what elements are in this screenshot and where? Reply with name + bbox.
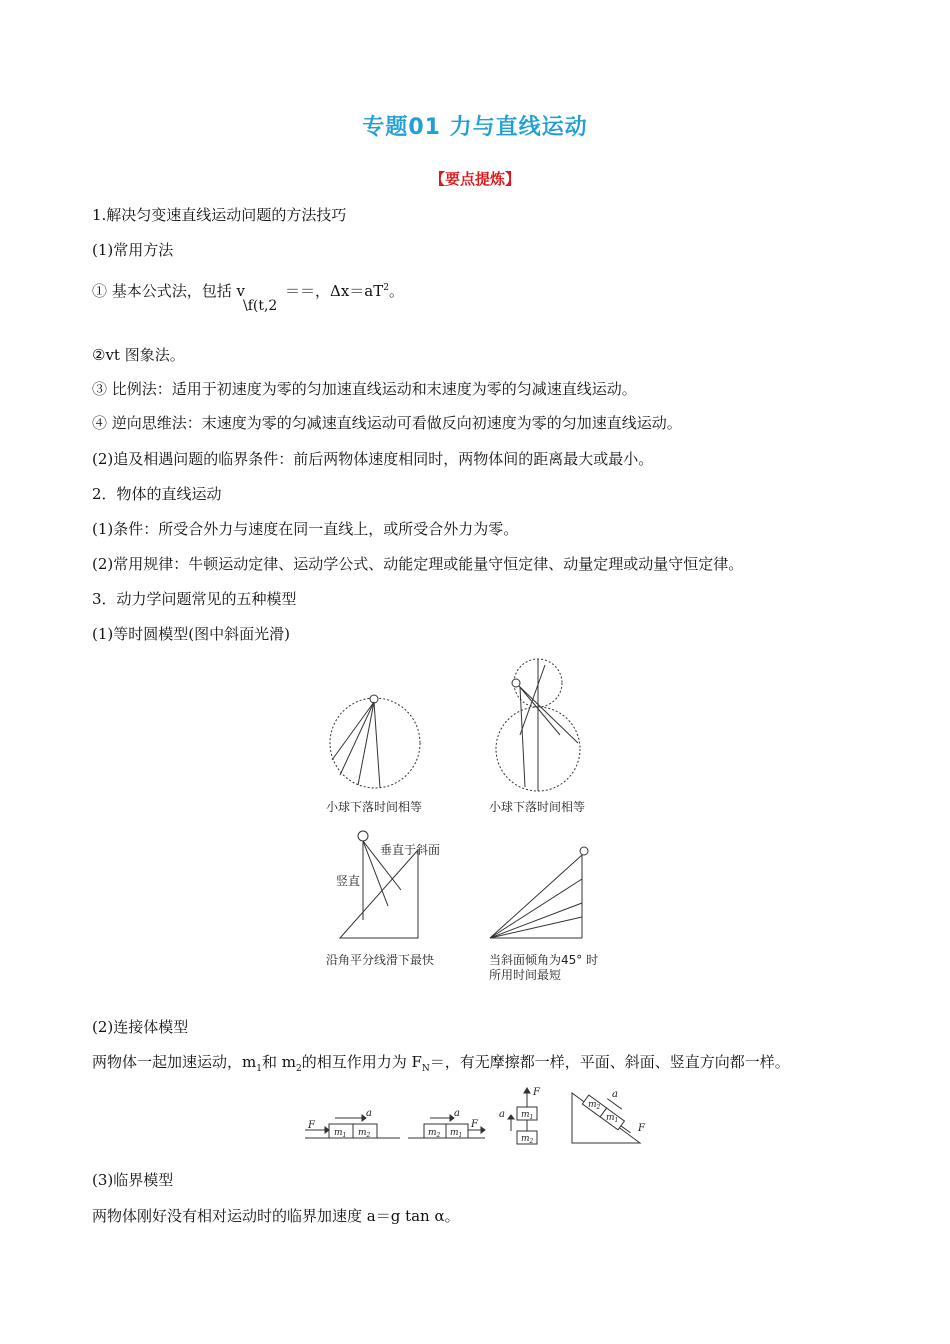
paragraph-16: 两物体刚好没有相对运动时的临界加速度 a＝g tan α。	[92, 1207, 460, 1225]
ball-icon-4	[580, 847, 588, 855]
force-label-F-3: F	[533, 1087, 540, 1098]
paragraph-10: (2)常用规律：牛顿运动定律、运动学公式、动能定理或能量守恒定律、动量定理或动量守恒定律。	[92, 555, 744, 573]
paragraph-12: (1)等时圆模型(图中斜面光滑)	[92, 625, 290, 643]
label-perpendicular: 垂直于斜面	[380, 843, 441, 857]
mass-label-m1-d: m	[606, 1113, 615, 1123]
section-heading: 【要点提炼】	[429, 170, 520, 188]
caption-top-right: 小球下落时间相等	[489, 800, 586, 814]
formula-text-a: ① 基本公式法，包括 v	[92, 282, 246, 300]
mass-sub-1c: 1	[529, 1114, 534, 1121]
sub-14-1: 1	[256, 1064, 262, 1074]
paragraph-7: (2)追及相遇问题的临界条件：前后两物体速度相同时，两物体间的距离最大或最小。	[92, 450, 654, 468]
mass-label-m2-d: m	[588, 1100, 597, 1110]
paragraph-8: 2．物体的直线运动	[92, 485, 222, 503]
force-label-F-2: F	[471, 1119, 478, 1130]
accel-label-a-4: a	[612, 1089, 618, 1100]
paragraph-4: ②vt 图象法。	[92, 346, 185, 364]
equal-time-circle-figure	[320, 655, 620, 985]
formula-text-c: 。	[389, 282, 405, 300]
paragraph-2: (1)常用方法	[92, 241, 174, 259]
paragraph-11: 3．动力学问题常见的五种模型	[92, 590, 297, 608]
mass-sub-1d: 1	[614, 1117, 619, 1124]
formula-text-b: ＝＝，Δx＝aT	[285, 282, 384, 300]
label-vertical: 竖直	[336, 874, 361, 888]
formula-sup: 2	[383, 283, 389, 293]
paragraph-1: 1.解决匀变速直线运动问题的方法技巧	[92, 206, 347, 224]
sub-14-2: 2	[295, 1064, 302, 1074]
paragraph-14	[92, 1052, 790, 1079]
text-14c: 的相互作用力为 F	[301, 1053, 422, 1071]
mass-label-m1-b: m	[450, 1128, 459, 1138]
force-label-F-1: F	[308, 1120, 315, 1131]
text-14a: 两物体一起加速运动，m	[92, 1053, 257, 1071]
mass-sub-1b: 1	[458, 1132, 463, 1139]
mass-label-m2-c: m	[521, 1134, 530, 1144]
paragraph-15: (3)临界模型	[92, 1171, 174, 1189]
paragraph-5: ③ 比例法：适用于初速度为零的匀加速直线运动和末速度为零的匀减速直线运动。	[92, 380, 637, 398]
mass-sub-1a: 1	[342, 1132, 347, 1139]
caption-top-left: 小球下落时间相等	[326, 800, 423, 814]
mass-sub-2c: 2	[529, 1138, 534, 1145]
connected-body-figure	[300, 1085, 660, 1147]
accel-label-a-2: a	[454, 1108, 460, 1119]
mass-label-m1-a: m	[334, 1128, 343, 1138]
mass-label-m2-a: m	[358, 1128, 367, 1138]
caption-bottom-right-1: 当斜面倾角为45° 时	[489, 953, 599, 967]
accel-label-a-1: a	[366, 1108, 372, 1119]
mass-label-m2-b: m	[428, 1128, 437, 1138]
sub-14-3: N	[421, 1064, 430, 1074]
mass-sub-2b: 2	[436, 1132, 441, 1139]
ball-icon-3	[358, 831, 368, 841]
caption-bottom-right-2: 所用时间最短	[489, 968, 562, 982]
force-label-F-4: F	[638, 1123, 645, 1134]
ball-icon-2	[512, 679, 520, 687]
accel-label-a-3: a	[499, 1109, 505, 1120]
ball-icon-1	[370, 695, 378, 703]
paragraph-13: (2)连接体模型	[92, 1018, 189, 1036]
caption-bottom-left: 沿角平分线滑下最快	[326, 953, 435, 967]
paragraph-9: (1)条件：所受合外力与速度在同一直线上，或所受合外力为零。	[92, 520, 519, 538]
page-title: 专题01 力与直线运动	[362, 115, 588, 140]
text-14d: ＝，有无摩擦都一样，平面、斜面、竖直方向都一样。	[429, 1053, 790, 1071]
incline-triangle-1	[340, 850, 418, 938]
mass-label-m1-c: m	[521, 1110, 530, 1120]
text-14b: 和 m	[261, 1053, 296, 1071]
mass-sub-2a: 2	[366, 1132, 371, 1139]
paragraph-6: ④ 逆向思维法：末速度为零的匀减速直线运动可看做反向初速度为零的匀加速直线运动。	[92, 414, 682, 432]
formula-fraction: \f(t,2	[243, 298, 278, 314]
mass-sub-2d: 2	[596, 1104, 601, 1111]
